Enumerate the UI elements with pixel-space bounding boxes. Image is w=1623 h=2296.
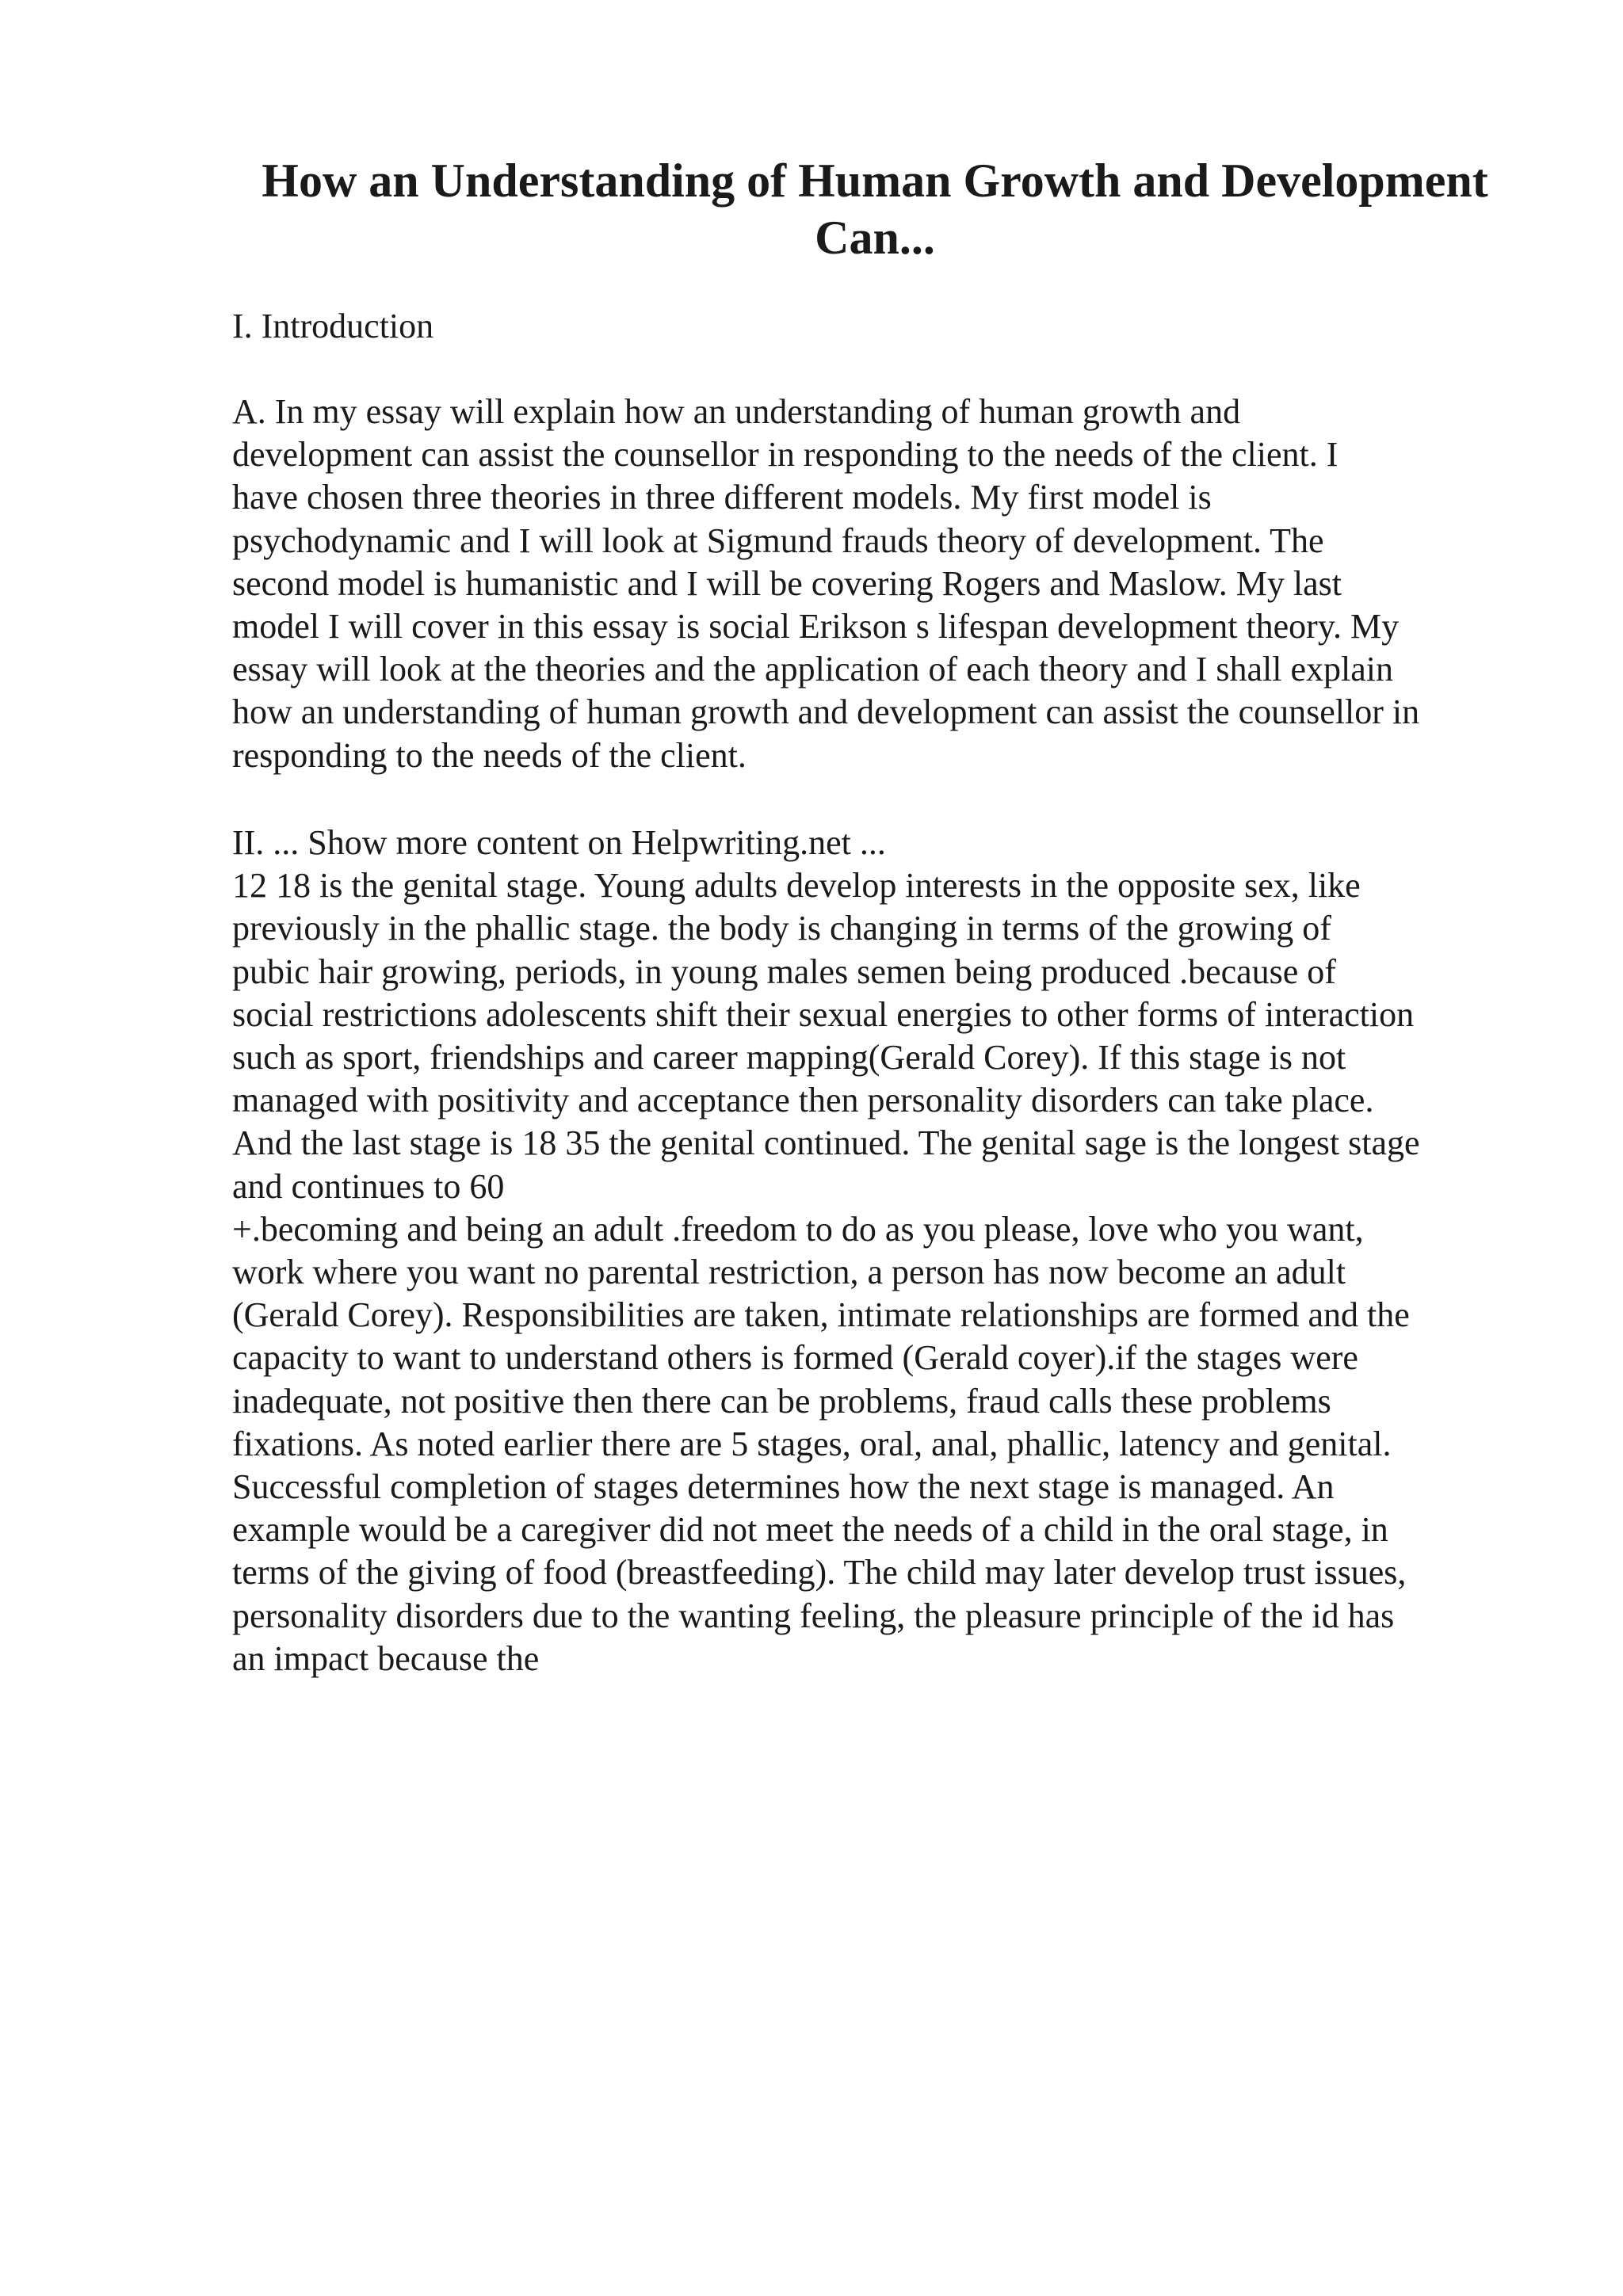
title-line: Can... <box>815 212 935 264</box>
text-line: development can assist the counsellor in responding to the needs of the client. I <box>232 435 1338 475</box>
section-heading: I. Introduction <box>232 307 434 345</box>
paragraph-genital-stage <box>232 822 1532 1680</box>
text-line: model I will cover in this essay is social Erikson s lifespan development theory. My <box>232 607 1400 646</box>
text-line: A. In my essay will explain how an understanding of human growth and <box>232 392 1241 431</box>
text-line: 12 18 is the genital stage. Young adults develop interests in the opposite sex, like <box>232 866 1361 906</box>
text-line: inadequate, not positive then there can be problems, fraud calls these problems <box>232 1381 1331 1421</box>
text-line: capacity to want to understand others is formed (Gerald coyer).if the stages were <box>232 1338 1358 1378</box>
text-line: (Gerald Corey). Responsibilities are taken, intimate relationships are formed and the <box>232 1295 1410 1335</box>
text-line: personality disorders due to the wanting feeling, the pleasure principle of the id has <box>232 1596 1395 1635</box>
text-line: managed with positivity and acceptance then personality disorders can take place. <box>232 1081 1374 1120</box>
text-line: social restrictions adolescents shift their sexual energies to other forms of interaction <box>232 994 1415 1034</box>
text-line: have chosen three theories in three different models. My first model is <box>232 478 1212 517</box>
text-line: Successful completion of stages determines how the next stage is managed. An <box>232 1467 1335 1507</box>
title-line: How an Understanding of Human Growth and Development <box>262 154 1488 207</box>
paragraph-introduction <box>232 391 1532 777</box>
page-title <box>232 152 1518 266</box>
text-line: example would be a caregiver did not meet the needs of a child in the oral stage, in <box>232 1510 1388 1550</box>
text-line: essay will look at the theories and the application of each theory and I shall explain <box>232 650 1393 689</box>
text-line: terms of the giving of food (breastfeeding). The child may later develop trust issues, <box>232 1553 1407 1592</box>
text-line: +.becoming and being an adult .freedom to do as you please, love who you want, <box>232 1209 1364 1249</box>
text-line: second model is humanistic and I will be covering Rogers and Maslow. My last <box>232 563 1342 603</box>
text-line: pubic hair growing, periods, in young males semen being produced .because of <box>232 952 1336 991</box>
text-line: And the last stage is 18 35 the genital continued. The genital sage is the longest stage <box>232 1123 1420 1163</box>
text-line: previously in the phallic stage. the body is changing in terms of the growing of <box>232 909 1331 948</box>
text-line: an impact because the <box>232 1638 540 1678</box>
text-line: how an understanding of human growth and development can assist the counsellor in <box>232 692 1420 732</box>
text-line: work where you want no parental restriction, a person has now become an adult <box>232 1253 1346 1292</box>
text-line: responding to the needs of the client. <box>232 735 747 775</box>
text-line: psychodynamic and I will look at Sigmund frauds theory of development. The <box>232 521 1324 560</box>
text-line: II. ... Show more content on Helpwriting.net ... <box>232 823 886 862</box>
text-line: such as sport, friendships and career mapping(Gerald Corey). If this stage is not <box>232 1038 1346 1077</box>
text-line: fixations. As noted earlier there are 5 stages, oral, anal, phallic, latency and genital. <box>232 1424 1392 1463</box>
text-line: and continues to 60 <box>232 1166 505 1206</box>
